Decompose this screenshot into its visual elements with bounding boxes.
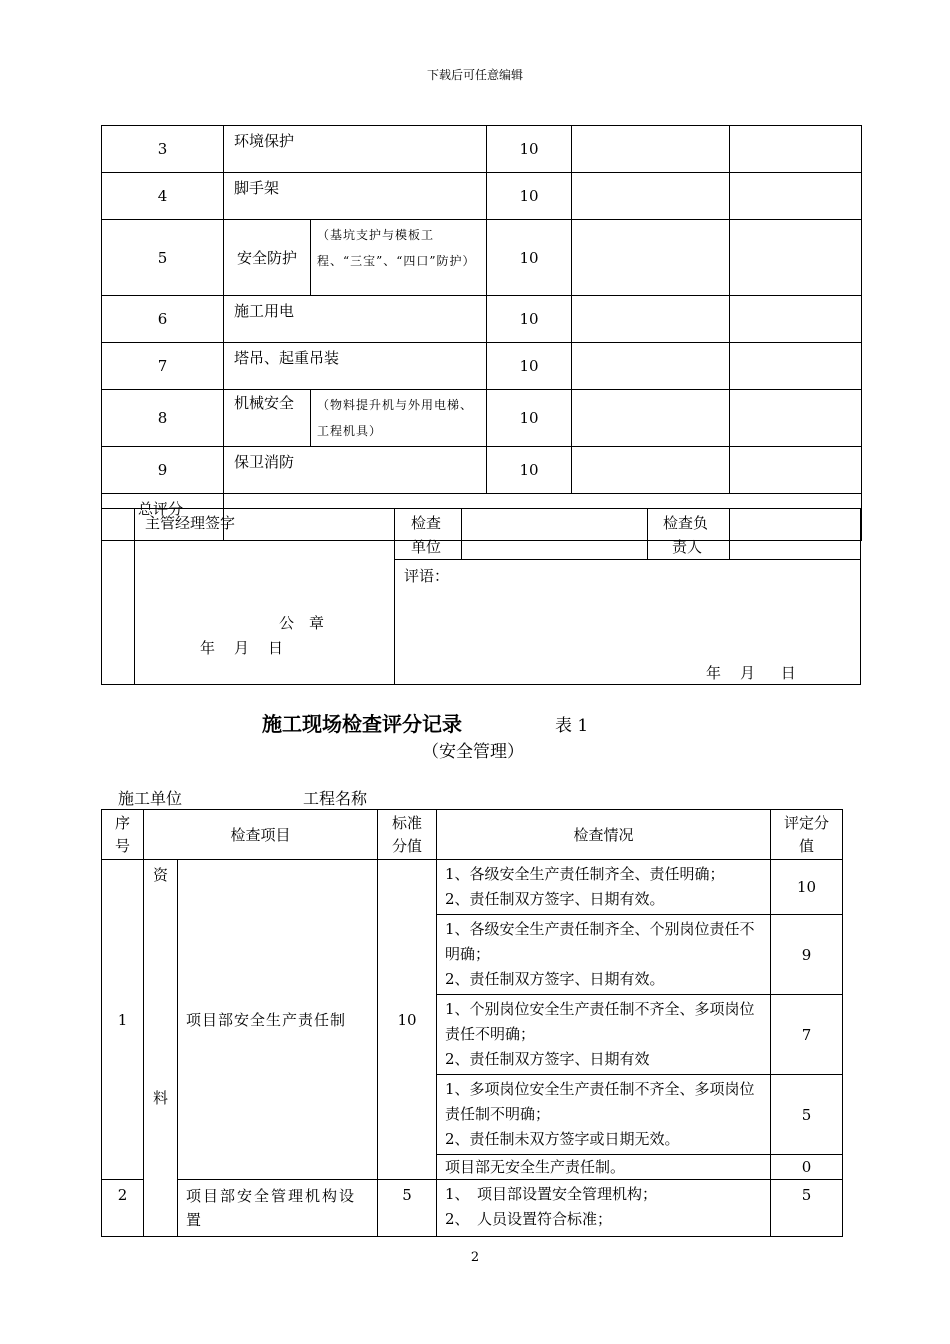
- row-standard: 5: [378, 1180, 437, 1237]
- project-label: 工程名称: [303, 789, 368, 808]
- row-number: 1: [102, 860, 144, 1180]
- case-line1: 1、各级安全生产责任制齐全、个别岗位责任不明确；: [445, 920, 755, 963]
- row-score: 10: [487, 296, 572, 343]
- case-line1: 1、多项岗位安全生产责任制不齐全、多项岗位责任制不明确；: [445, 1080, 755, 1123]
- case-score: 7: [771, 995, 843, 1075]
- header-number-line2: 号: [114, 836, 130, 855]
- empty-cell: [730, 343, 862, 390]
- row-item: 项目部安全管理机构设置: [178, 1180, 378, 1237]
- empty-cell: [572, 126, 730, 173]
- case-line1: 1、 项目部设置安全管理机构；: [445, 1185, 658, 1203]
- case-text: 项目部无安全生产责任制。: [437, 1155, 771, 1180]
- table-row: [102, 390, 862, 447]
- row-number: 5: [102, 220, 224, 296]
- inspector-label-2: 责人: [672, 538, 703, 556]
- case-line2: 2、责任制双方签字、日期有效: [445, 1050, 650, 1068]
- case-line2: 2、责任制双方签字、日期有效。: [445, 970, 665, 988]
- header-number: [102, 810, 144, 860]
- row-note: （基坑支护与模板工程、“三宝”、“四口”防护）: [311, 220, 487, 296]
- empty-cell: [572, 173, 730, 220]
- table-row: [102, 220, 862, 296]
- page-number: 2: [470, 1250, 480, 1265]
- table-tag: 表 1: [555, 716, 589, 736]
- row-item: 机械安全: [224, 390, 311, 447]
- check-unit-label-2: 单位: [411, 538, 442, 556]
- row-item: 塔吊、起重吊装: [224, 343, 487, 390]
- empty-cell: [730, 126, 862, 173]
- header-rating-line2: 值: [799, 836, 815, 855]
- row-number: 6: [102, 296, 224, 343]
- inspector-label-1: 检查负: [663, 514, 709, 532]
- table-row: [102, 860, 843, 915]
- row-number: 4: [102, 173, 224, 220]
- category-char-1: 资: [153, 866, 169, 884]
- table-row: [102, 296, 862, 343]
- empty-cell: [572, 343, 730, 390]
- row-score: 10: [487, 343, 572, 390]
- table-row: [102, 173, 862, 220]
- row-score: 10: [487, 447, 572, 494]
- empty-cell: [730, 296, 862, 343]
- date-right: 年 月 日: [706, 664, 798, 682]
- row-number: 9: [102, 447, 224, 494]
- row-standard: 10: [378, 860, 437, 1180]
- empty-cell: [730, 447, 862, 494]
- unit-label: 施工单位: [118, 789, 183, 808]
- case-score: 5: [771, 1180, 843, 1237]
- row-score: 10: [487, 390, 572, 447]
- empty-cell: [572, 296, 730, 343]
- check-unit-label-1: 检查: [411, 514, 442, 532]
- signature-block: [101, 508, 861, 685]
- header-standard-line1: 标准: [392, 813, 423, 832]
- row-item: 施工用电: [224, 296, 487, 343]
- case-text: [437, 1075, 771, 1155]
- row-score: 10: [487, 126, 572, 173]
- case-line2: 2、责任制未双方签字或日期无效。: [445, 1130, 680, 1148]
- safety-table: [101, 809, 843, 1237]
- case-text: [437, 860, 771, 915]
- case-score: 0: [771, 1155, 843, 1180]
- row-number: 3: [102, 126, 224, 173]
- header-rating: [771, 810, 843, 860]
- table-row: [102, 1180, 843, 1237]
- table-row: [102, 343, 862, 390]
- manager-signature-label: 主管经理签字: [145, 514, 236, 532]
- row-note: （物料提升机与外用电梯、工程机具）: [311, 390, 487, 447]
- empty-cell: [730, 220, 862, 296]
- summary-table: [101, 125, 862, 541]
- case-line2: 2、责任制双方签字、日期有效。: [445, 890, 665, 908]
- row-item: 安全防护: [224, 220, 311, 296]
- case-score: 10: [771, 860, 843, 915]
- empty-cell: [572, 390, 730, 447]
- category-cell: [144, 860, 178, 1237]
- date-left: 年 月 日: [200, 639, 286, 657]
- row-number: 2: [102, 1180, 144, 1237]
- row-item: 项目部安全生产责任制: [178, 860, 378, 1180]
- case-score: 9: [771, 915, 843, 995]
- row-item: 脚手架: [224, 173, 487, 220]
- case-score: 5: [771, 1075, 843, 1155]
- comment-label: 评语：: [404, 567, 450, 585]
- empty-cell: [730, 173, 862, 220]
- empty-cell: [730, 390, 862, 447]
- header-note: 下载后可任意编辑: [426, 68, 523, 82]
- case-text: [437, 995, 771, 1075]
- row-number: 7: [102, 343, 224, 390]
- case-line2: 2、 人员设置符合标准；: [445, 1210, 613, 1228]
- row-item: 环境保护: [224, 126, 487, 173]
- header-number-line1: 序: [114, 813, 130, 832]
- empty-cell: [572, 220, 730, 296]
- case-text: [437, 915, 771, 995]
- row-item: 保卫消防: [224, 447, 487, 494]
- category-char-2: 料: [153, 1089, 169, 1107]
- case-line1: 1、个别岗位安全生产责任制不齐全、多项岗位责任不明确；: [445, 1000, 755, 1043]
- case-text: [437, 1180, 771, 1237]
- total-label: 总评分: [102, 494, 224, 541]
- header-row: [102, 810, 843, 860]
- row-score: 10: [487, 220, 572, 296]
- header-standard-line2: 分值: [392, 836, 423, 855]
- page-subtitle: （安全管理）: [422, 742, 524, 762]
- table-row: [102, 447, 862, 494]
- row-number: 8: [102, 390, 224, 447]
- table-row: [102, 126, 862, 173]
- empty-cell: [572, 447, 730, 494]
- header-item: 检查项目: [144, 810, 378, 860]
- seal-label: 公 章: [279, 614, 325, 632]
- header-standard: [378, 810, 437, 860]
- page-title: 施工现场检查评分记录: [262, 712, 462, 736]
- header-situation: 检查情况: [437, 810, 771, 860]
- header-rating-line1: 评定分: [784, 813, 830, 832]
- case-line1: 1、各级安全生产责任制齐全、责任明确；: [445, 865, 725, 883]
- row-score: 10: [487, 173, 572, 220]
